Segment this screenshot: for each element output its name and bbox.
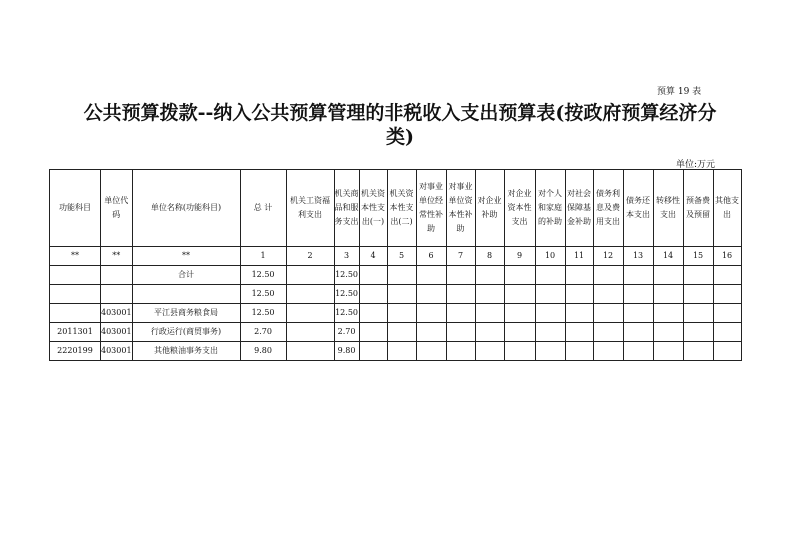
column-header: 对企业资本性支出 — [504, 170, 535, 247]
table-cell: 2.70 — [240, 323, 286, 342]
table-cell — [593, 304, 623, 323]
table-cell — [713, 342, 741, 361]
table-cell: 12.50 — [240, 304, 286, 323]
table-row — [50, 323, 742, 342]
table-cell — [593, 266, 623, 285]
table-cell — [623, 342, 653, 361]
table-cell — [713, 304, 741, 323]
table-cell — [593, 342, 623, 361]
table-cell — [653, 285, 683, 304]
table-cell — [683, 323, 713, 342]
table-cell — [387, 304, 416, 323]
table-cell — [683, 266, 713, 285]
table-cell — [504, 342, 535, 361]
table-cell — [50, 304, 101, 323]
table-cell — [504, 285, 535, 304]
table-cell — [416, 342, 446, 361]
column-header: 预备费及预留 — [683, 170, 713, 247]
index-cell: 4 — [359, 247, 387, 266]
column-header: 总 计 — [240, 170, 286, 247]
table-cell — [504, 323, 535, 342]
table-cell — [535, 342, 565, 361]
table-cell — [50, 266, 101, 285]
table-cell — [446, 342, 475, 361]
index-cell: 2 — [286, 247, 334, 266]
table-cell — [416, 323, 446, 342]
table-cell — [387, 266, 416, 285]
index-cell: 6 — [416, 247, 446, 266]
table-cell: 9.80 — [240, 342, 286, 361]
table-cell — [286, 342, 334, 361]
index-cell: 14 — [653, 247, 683, 266]
column-header: 债务还本支出 — [623, 170, 653, 247]
table-cell: 2220199 — [50, 342, 101, 361]
index-cell: 12 — [593, 247, 623, 266]
table-cell — [593, 323, 623, 342]
index-cell: 10 — [535, 247, 565, 266]
table-cell — [535, 266, 565, 285]
table-cell — [475, 342, 504, 361]
column-header: 机关资本性支出(一) — [359, 170, 387, 247]
table-cell — [535, 304, 565, 323]
table-cell — [475, 323, 504, 342]
index-cell: 13 — [623, 247, 653, 266]
table-cell — [653, 342, 683, 361]
table-cell — [535, 323, 565, 342]
table-cell — [359, 266, 387, 285]
unit-label: 单位:万元 — [676, 160, 716, 170]
table-cell — [446, 285, 475, 304]
header-row — [50, 170, 742, 247]
table-cell — [359, 285, 387, 304]
table-cell: 其他粮油事务支出 — [132, 342, 240, 361]
table-cell: 行政运行(商贸事务) — [132, 323, 240, 342]
column-header: 转移性支出 — [653, 170, 683, 247]
table-cell — [623, 323, 653, 342]
table-cell: 9.80 — [334, 342, 359, 361]
column-header: 单位代码 — [101, 170, 133, 247]
index-cell: 7 — [446, 247, 475, 266]
table-cell — [416, 266, 446, 285]
table-cell: 403001 — [101, 342, 133, 361]
table-cell — [359, 304, 387, 323]
index-row — [50, 247, 742, 266]
table-cell — [475, 266, 504, 285]
table-cell — [50, 285, 101, 304]
index-cell: 15 — [683, 247, 713, 266]
table-cell — [101, 266, 133, 285]
table-cell: 12.50 — [334, 304, 359, 323]
table-cell — [416, 304, 446, 323]
table-cell: 403001 — [101, 304, 133, 323]
table-cell — [565, 342, 593, 361]
table-cell — [713, 323, 741, 342]
table-cell — [387, 285, 416, 304]
budget-table — [49, 169, 742, 361]
table-cell: 合计 — [132, 266, 240, 285]
table-row — [50, 304, 742, 323]
table-cell: 2.70 — [334, 323, 359, 342]
table-cell — [387, 342, 416, 361]
table-cell: 2011301 — [50, 323, 101, 342]
table-cell — [683, 342, 713, 361]
table-cell: 12.50 — [334, 266, 359, 285]
column-header: 对事业单位经常性补助 — [416, 170, 446, 247]
table-cell — [286, 323, 334, 342]
table-cell: 403001 — [101, 323, 133, 342]
column-header: 对事业单位资本性补助 — [446, 170, 475, 247]
column-header: 对社会保障基金补助 — [565, 170, 593, 247]
index-cell: 11 — [565, 247, 593, 266]
table-row — [50, 266, 742, 285]
table-cell — [713, 266, 741, 285]
column-header: 单位名称(功能科目) — [132, 170, 240, 247]
table-cell — [286, 266, 334, 285]
column-header: 对企业补助 — [475, 170, 504, 247]
table-cell — [387, 323, 416, 342]
column-header: 机关商品和服务支出 — [334, 170, 359, 247]
table-cell — [565, 323, 593, 342]
table-cell — [504, 304, 535, 323]
table-cell — [475, 285, 504, 304]
column-header: 功能科目 — [50, 170, 101, 247]
table-cell — [359, 342, 387, 361]
index-cell: 5 — [387, 247, 416, 266]
index-cell: ** — [132, 247, 240, 266]
column-header: 债务利息及费用支出 — [593, 170, 623, 247]
index-cell: 8 — [475, 247, 504, 266]
table-cell — [623, 266, 653, 285]
index-cell: 9 — [504, 247, 535, 266]
table-cell — [593, 285, 623, 304]
index-cell: 3 — [334, 247, 359, 266]
form-number: 预算 19 表 — [657, 87, 702, 97]
index-cell: 1 — [240, 247, 286, 266]
table-cell — [653, 304, 683, 323]
table-cell — [623, 285, 653, 304]
table-cell — [416, 285, 446, 304]
table-cell — [446, 304, 475, 323]
table-cell: 平江县商务粮食局 — [132, 304, 240, 323]
index-cell: 16 — [713, 247, 741, 266]
column-header: 其他支出 — [713, 170, 741, 247]
table-cell — [565, 285, 593, 304]
page-title: 公共预算拨款--纳入公共预算管理的非税收入支出预算表(按政府预算经济分类) — [83, 102, 717, 148]
column-header: 机关工资福利支出 — [286, 170, 334, 247]
table-cell: 12.50 — [334, 285, 359, 304]
table-cell — [446, 266, 475, 285]
table-row — [50, 285, 742, 304]
table-cell — [286, 304, 334, 323]
column-header: 对个人和家庭的补助 — [535, 170, 565, 247]
table-cell — [623, 304, 653, 323]
table-cell — [475, 304, 504, 323]
table-cell — [565, 266, 593, 285]
table-cell — [683, 285, 713, 304]
table-cell — [713, 285, 741, 304]
table-cell — [359, 323, 387, 342]
table-cell — [683, 304, 713, 323]
index-cell: ** — [50, 247, 101, 266]
index-cell: ** — [101, 247, 133, 266]
table-cell: 12.50 — [240, 285, 286, 304]
table-cell — [565, 304, 593, 323]
table-cell — [286, 285, 334, 304]
table-cell — [504, 266, 535, 285]
table-cell — [535, 285, 565, 304]
table-cell — [132, 285, 240, 304]
column-header: 机关资本性支出(二) — [387, 170, 416, 247]
table-cell — [101, 285, 133, 304]
table-cell — [653, 266, 683, 285]
table-cell: 12.50 — [240, 266, 286, 285]
table-cell — [446, 323, 475, 342]
table-row — [50, 342, 742, 361]
table-cell — [653, 323, 683, 342]
